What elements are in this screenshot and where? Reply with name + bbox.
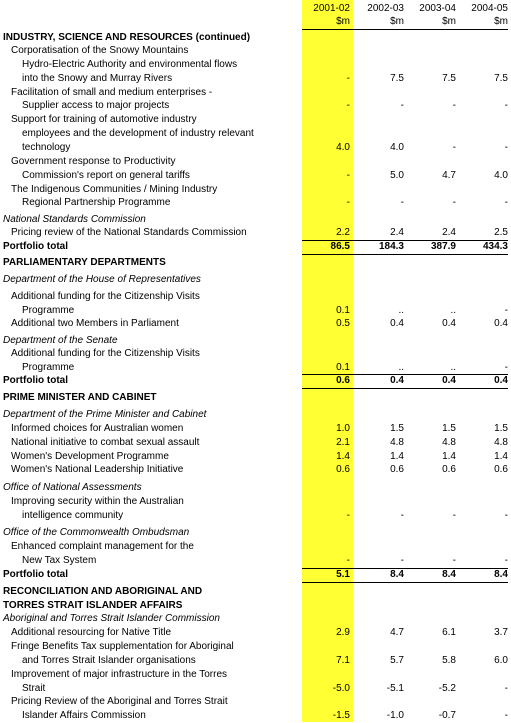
row-label: Regional Partnership Programme [22, 197, 171, 208]
table-row [0, 361, 511, 375]
table-row [0, 668, 511, 682]
unit-header: $m [442, 16, 456, 27]
row-label: Department of the Senate [3, 335, 118, 346]
table-row [0, 127, 511, 141]
total-rule-below [302, 388, 508, 389]
row-label: Pricing review of the National Standards Commission [11, 227, 247, 238]
value-cell: 1.4 [442, 451, 456, 462]
value-cell: 0.5 [336, 318, 350, 329]
value-cell: - [346, 170, 350, 181]
value-cell: 387.9 [430, 241, 456, 252]
row-label: Facilitation of small and medium enterprises - [11, 87, 213, 98]
table-row [0, 554, 511, 568]
row-label: Improving security within the Australian [11, 496, 184, 507]
value-cell: -1.5 [332, 710, 350, 721]
agency-heading-row [0, 526, 511, 540]
row-label: The Indigenous Communities / Mining Industry [11, 184, 218, 195]
table-row [0, 347, 511, 361]
row-label: INDUSTRY, SCIENCE AND RESOURCES (continued) [3, 32, 251, 43]
value-cell: 184.3 [378, 241, 404, 252]
value-cell: 4.0 [494, 170, 508, 181]
value-cell: - [346, 197, 350, 208]
row-label: Portfolio total [3, 569, 68, 580]
agency-heading-row [0, 334, 511, 348]
value-cell: 1.5 [390, 423, 404, 434]
value-cell: - [400, 197, 404, 208]
row-label: Enhanced complaint management for the [11, 541, 194, 552]
portfolio-total-row [0, 568, 511, 582]
value-cell: - [452, 510, 456, 521]
table-row [0, 44, 511, 58]
table-row [0, 290, 511, 304]
table-row [0, 72, 511, 86]
row-label: RECONCILIATION AND ABORIGINAL AND [3, 586, 203, 597]
table-row [0, 495, 511, 509]
value-cell: -5.1 [386, 683, 404, 694]
agency-heading-row [0, 408, 511, 422]
row-label: Office of National Assessments [3, 482, 142, 493]
row-label: into the Snowy and Murray Rivers [22, 73, 173, 84]
value-cell: .. [450, 362, 456, 373]
value-cell: - [452, 142, 456, 153]
value-cell: 2.4 [390, 227, 404, 238]
row-label: intelligence community [22, 510, 124, 521]
column-header-units [0, 15, 511, 29]
value-cell: 434.3 [482, 241, 508, 252]
value-cell: - [504, 100, 508, 111]
row-label: Portfolio total [3, 241, 68, 252]
value-cell: - [504, 510, 508, 521]
value-cell: - [504, 362, 508, 373]
row-label: TORRES STRAIT ISLANDER AFFAIRS [3, 600, 183, 611]
row-label: Additional funding for the Citizenship Visits [11, 348, 200, 359]
value-cell: 7.1 [336, 655, 350, 666]
value-cell: 1.0 [336, 423, 350, 434]
row-label: Department of the Prime Minister and Cabinet [3, 409, 207, 420]
value-cell: 5.0 [390, 170, 404, 181]
value-cell: 0.6 [336, 464, 350, 475]
value-cell: 8.4 [390, 569, 404, 580]
value-cell: 1.4 [390, 451, 404, 462]
row-label: Strait [22, 683, 46, 694]
value-cell: - [452, 100, 456, 111]
row-label: Department of the House of Representatives [3, 274, 201, 285]
table-row [0, 183, 511, 197]
header-underline [302, 29, 508, 30]
value-cell: 2.5 [494, 227, 508, 238]
unit-header: $m [494, 16, 508, 27]
table-row [0, 509, 511, 523]
value-cell: - [504, 710, 508, 721]
value-cell: 8.4 [442, 569, 456, 580]
agency-heading-row [0, 481, 511, 495]
table-row [0, 436, 511, 450]
total-rule-above [302, 568, 508, 569]
table-row [0, 304, 511, 318]
value-cell: 4.7 [442, 170, 456, 181]
value-cell: 86.5 [330, 241, 350, 252]
value-cell: 0.4 [494, 318, 508, 329]
row-label: Government response to Productivity [11, 156, 176, 167]
row-label: Additional resourcing for Native Title [11, 627, 172, 638]
value-cell: 5.8 [442, 655, 456, 666]
value-cell: - [504, 555, 508, 566]
total-rule-above [302, 374, 508, 375]
table-row [0, 695, 511, 709]
table-row [0, 654, 511, 668]
value-cell: - [452, 197, 456, 208]
row-label: Islander Affairs Commission [22, 710, 146, 721]
value-cell: 7.5 [494, 73, 508, 84]
section-heading-row [0, 31, 511, 45]
row-label: Additional two Members in Parliament [11, 318, 179, 329]
portfolio-total-row [0, 240, 511, 254]
total-rule-below [302, 254, 508, 255]
value-cell: 0.4 [494, 375, 508, 386]
row-label: PARLIAMENTARY DEPARTMENTS [3, 257, 166, 268]
table-row [0, 99, 511, 113]
value-cell: - [504, 683, 508, 694]
value-cell: - [346, 555, 350, 566]
value-cell: 0.4 [390, 318, 404, 329]
table-row [0, 155, 511, 169]
agency-heading-row [0, 273, 511, 287]
value-cell: -0.7 [438, 710, 456, 721]
value-cell: 8.4 [494, 569, 508, 580]
value-cell: 0.1 [336, 305, 350, 316]
value-cell: 5.1 [336, 569, 350, 580]
value-cell: 2.9 [336, 627, 350, 638]
value-cell: 1.4 [494, 451, 508, 462]
total-rule-above [302, 240, 508, 241]
row-label: Women's National Leadership Initiative [11, 464, 184, 475]
value-cell: 6.0 [494, 655, 508, 666]
row-label: Fringe Benefits Tax supplementation for Aboriginal [11, 641, 234, 652]
value-cell: 4.8 [494, 437, 508, 448]
row-label: Supplier access to major projects [22, 100, 170, 111]
row-label: Portfolio total [3, 375, 68, 386]
value-cell: 0.4 [442, 318, 456, 329]
row-label: National initiative to combat sexual assault [11, 437, 200, 448]
row-label: Hydro-Electric Authority and environmental flows [22, 59, 238, 70]
section-heading-row [0, 391, 511, 405]
table-row [0, 58, 511, 72]
row-label: PRIME MINISTER AND CABINET [3, 392, 157, 403]
value-cell: 4.0 [336, 142, 350, 153]
value-cell: 1.5 [442, 423, 456, 434]
value-cell: 0.4 [442, 375, 456, 386]
portfolio-total-row [0, 374, 511, 388]
value-cell: - [400, 100, 404, 111]
value-cell: 0.6 [442, 464, 456, 475]
value-cell: 0.1 [336, 362, 350, 373]
value-cell: - [346, 510, 350, 521]
table-row [0, 141, 511, 155]
value-cell: -1.0 [386, 710, 404, 721]
table-row [0, 682, 511, 696]
row-label: National Standards Commission [3, 214, 146, 225]
year-header: 2002-03 [367, 3, 404, 14]
value-cell: - [346, 73, 350, 84]
unit-header: $m [336, 16, 350, 27]
row-label: employees and the development of industry relevant [22, 128, 254, 139]
row-label: Informed choices for Australian women [11, 423, 184, 434]
value-cell: 0.6 [390, 464, 404, 475]
row-label: Support for training of automotive industry [11, 114, 197, 125]
value-cell: .. [450, 305, 456, 316]
value-cell: -5.0 [332, 683, 350, 694]
value-cell: 7.5 [390, 73, 404, 84]
value-cell: 0.6 [336, 375, 350, 386]
row-label: Commission's report on general tariffs [22, 170, 190, 181]
table-row [0, 317, 511, 331]
value-cell: 2.2 [336, 227, 350, 238]
section-heading-row [0, 585, 511, 599]
table-row [0, 626, 511, 640]
table-row [0, 540, 511, 554]
year-header: 2003-04 [419, 3, 456, 14]
value-cell: 0.6 [494, 464, 508, 475]
section-heading-row [0, 599, 511, 613]
year-header: 2001-02 [313, 3, 350, 14]
value-cell: - [400, 555, 404, 566]
table-row [0, 450, 511, 464]
value-cell: - [400, 510, 404, 521]
value-cell: 7.5 [442, 73, 456, 84]
total-rule-below [302, 582, 508, 583]
row-label: Women's Development Programme [11, 451, 169, 462]
row-label: Improvement of major infrastructure in the Torres [11, 669, 228, 680]
table-row [0, 86, 511, 100]
value-cell: 4.0 [390, 142, 404, 153]
value-cell: .. [398, 305, 404, 316]
row-label: Pricing Review of the Aboriginal and Torres Strait [11, 696, 228, 707]
table-row [0, 463, 511, 477]
value-cell: - [452, 555, 456, 566]
table-row [0, 640, 511, 654]
value-cell: 6.1 [442, 627, 456, 638]
value-cell: 5.7 [390, 655, 404, 666]
value-cell: - [504, 197, 508, 208]
value-cell: 2.1 [336, 437, 350, 448]
row-label: Additional funding for the Citizenship Visits [11, 291, 200, 302]
value-cell: 4.8 [442, 437, 456, 448]
row-label: and Torres Strait Islander organisations [22, 655, 196, 666]
value-cell: - [504, 305, 508, 316]
agency-heading-row [0, 612, 511, 626]
value-cell: 1.4 [336, 451, 350, 462]
value-cell: 4.8 [390, 437, 404, 448]
value-cell: 0.4 [390, 375, 404, 386]
row-label: Office of the Commonwealth Ombudsman [3, 527, 190, 538]
value-cell: 2.4 [442, 227, 456, 238]
table-row [0, 422, 511, 436]
row-label: Programme [22, 305, 75, 316]
row-label: New Tax System [22, 555, 97, 566]
year-header: 2004-05 [471, 3, 508, 14]
value-cell: .. [398, 362, 404, 373]
value-cell: 4.7 [390, 627, 404, 638]
row-label: Aboriginal and Torres Strait Islander Commission [3, 613, 220, 624]
value-cell: - [346, 100, 350, 111]
table-row [0, 113, 511, 127]
value-cell: 1.5 [494, 423, 508, 434]
table-row [0, 196, 511, 210]
column-header-years [0, 2, 511, 16]
section-heading-row [0, 256, 511, 270]
row-label: Corporatisation of the Snowy Mountains [11, 45, 189, 56]
row-label: technology [22, 142, 71, 153]
table-row [0, 709, 511, 723]
table-row [0, 169, 511, 183]
value-cell: 3.7 [494, 627, 508, 638]
row-label: Programme [22, 362, 75, 373]
value-cell: -5.2 [438, 683, 456, 694]
agency-heading-row [0, 213, 511, 227]
value-cell: - [504, 142, 508, 153]
table-row [0, 226, 511, 240]
unit-header: $m [390, 16, 404, 27]
